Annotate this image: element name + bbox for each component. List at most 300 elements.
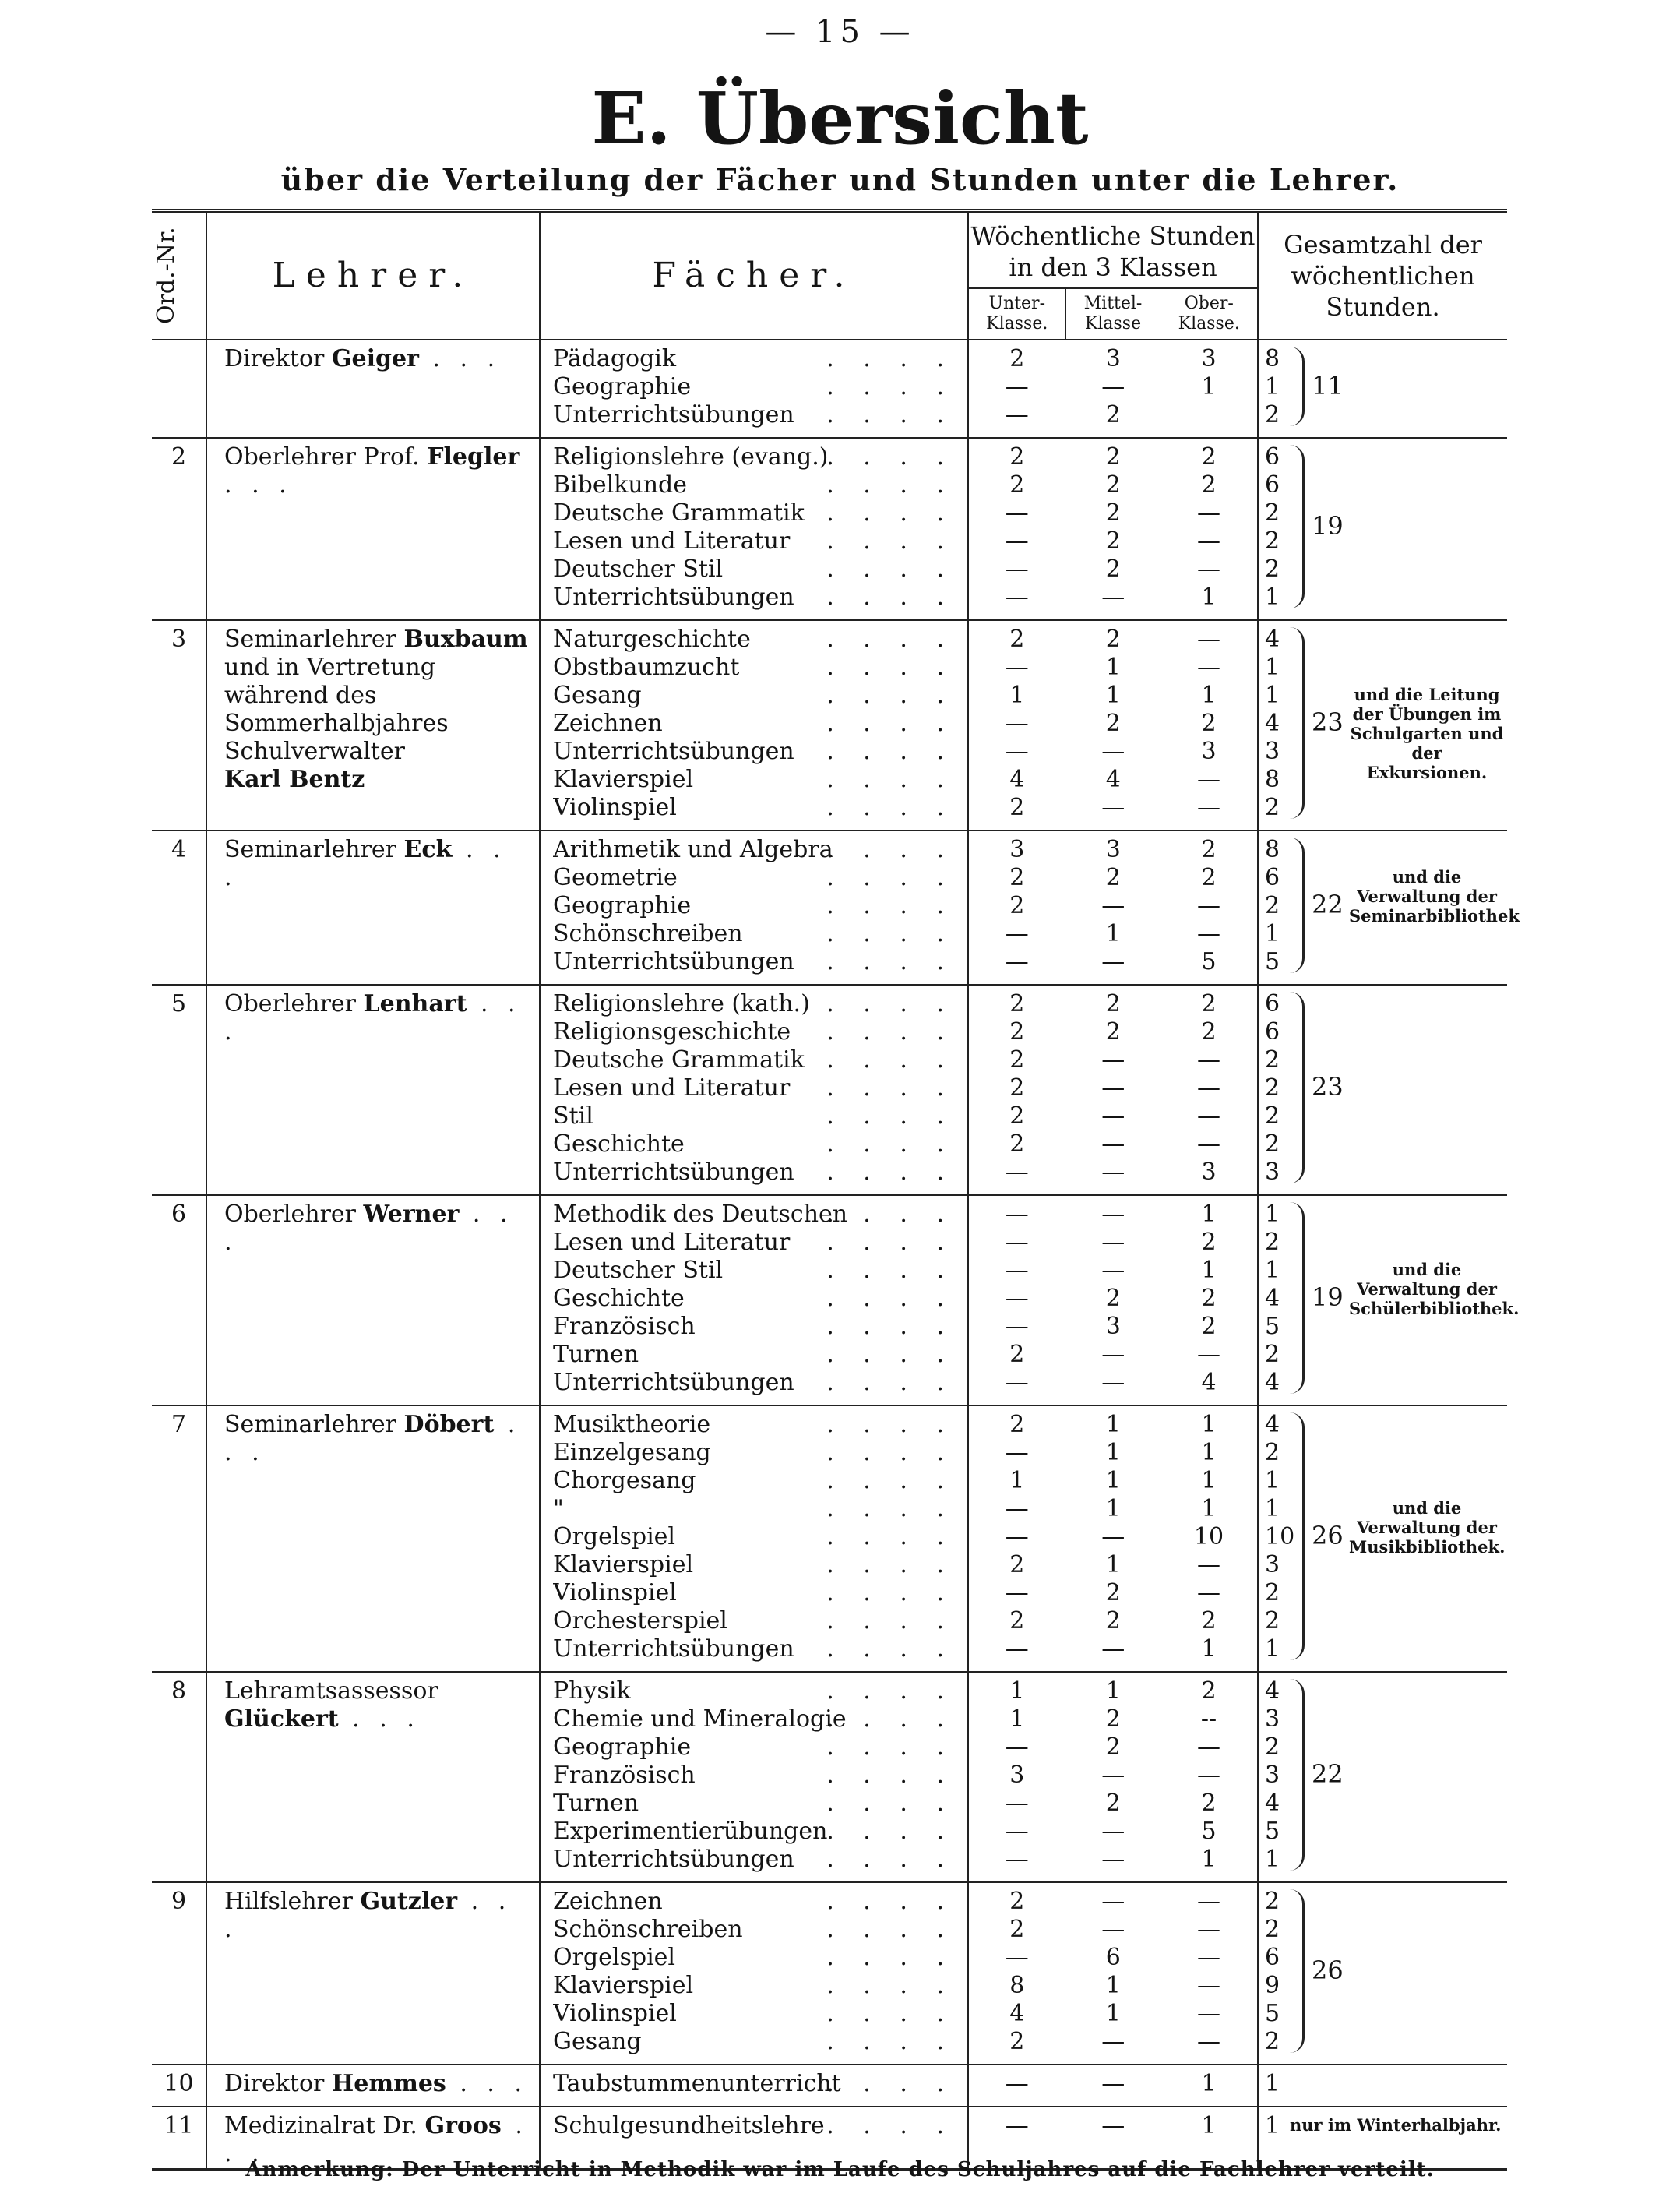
hours-value: — <box>1005 1733 1029 1761</box>
middle-class-hours <box>1065 1882 1161 2065</box>
leader-dots: . . . . <box>826 1607 955 1635</box>
subject-name: Turnen <box>553 1790 639 1817</box>
hours-value: 1 <box>1201 1467 1217 1494</box>
subject-line <box>553 471 961 499</box>
hours-value: 1 <box>1201 373 1217 400</box>
hours-value: 2 <box>1105 1733 1121 1761</box>
hours-value: 1 <box>1201 1201 1217 1228</box>
hours-value: 4 <box>1009 766 1025 793</box>
hours-value: 2 <box>1105 1705 1121 1733</box>
lower-class-hours <box>968 438 1065 620</box>
hours-value: — <box>1101 1888 1125 1915</box>
hours-value: 1 <box>1009 682 1025 709</box>
hours-value: 2 <box>1009 626 1025 653</box>
teacher-note: und in Vertretung während des Sommerhalbjahres Schulverwalter <box>224 654 449 765</box>
hours-value: 3 <box>1201 738 1217 765</box>
leader-dots: . . . . <box>826 794 955 821</box>
upper-class-hours <box>1161 340 1258 438</box>
total-value: 1 <box>1265 1257 1280 1284</box>
teacher-row <box>152 985 1507 1195</box>
sum-brace <box>1290 1202 1305 1394</box>
total-value: 4 <box>1265 1677 1280 1705</box>
hours-value: 2 <box>1105 1579 1121 1606</box>
subject-name: Gesang <box>553 2028 642 2055</box>
subject-line <box>553 738 961 766</box>
hours-value: — <box>1197 892 1220 919</box>
leader-dots: . . . . <box>826 1257 955 1284</box>
subject-name: Religionslehre (evang.) <box>553 443 829 471</box>
subject-line <box>553 1313 961 1341</box>
leader-dots: . . . . <box>826 1229 955 1256</box>
leader-dots: . . . . <box>826 1130 955 1158</box>
leader-dots: . . . . <box>826 1818 955 1845</box>
subject-line <box>553 710 961 738</box>
overview-table <box>152 209 1520 2171</box>
hours-value: 1 <box>1105 1439 1121 1466</box>
subject-name: Physik <box>553 1677 631 1705</box>
teacher-title: Medizinalrat Dr. <box>224 2112 425 2139</box>
total-value: 6 <box>1265 864 1280 891</box>
leader-dots: . . . . <box>826 1495 955 1522</box>
subject-line <box>553 626 961 654</box>
subjects-cell <box>540 1405 968 1672</box>
order-number <box>152 340 206 438</box>
hours-value: 1 <box>1009 1467 1025 1494</box>
teacher-row <box>152 2065 1507 2107</box>
hours-value: — <box>1197 1888 1220 1915</box>
subject-name: Unterrichtsübungen <box>553 1369 794 1396</box>
middle-class-hours <box>1065 985 1161 1195</box>
hours-value: 2 <box>1201 864 1217 891</box>
total-value: 8 <box>1265 766 1280 793</box>
teacher-name: Döbert <box>403 1411 495 1438</box>
hours-value: 1 <box>1105 1467 1121 1494</box>
leader-dots: . . . . <box>826 1635 955 1663</box>
hours-value: 2 <box>1201 1285 1217 1312</box>
subject-name: Chorgesang <box>553 1467 696 1494</box>
total-value: 1 <box>1265 2070 1280 2097</box>
leader-dots: . . . . <box>826 738 955 765</box>
hours-value: 5 <box>1201 948 1217 975</box>
total-hours-cell <box>1258 1405 1507 1672</box>
order-number: 3 <box>152 620 206 830</box>
hours-value: 2 <box>1009 794 1025 821</box>
hours-value: — <box>1197 1046 1220 1074</box>
total-hours-cell <box>1258 1195 1520 1405</box>
hours-value: 2 <box>1009 1046 1025 1074</box>
hours-value: 1 <box>1105 2000 1121 2027</box>
hours-value: 3 <box>1009 1761 1025 1789</box>
hours-value: 2 <box>1105 471 1121 499</box>
subject-name: Musiktheorie <box>553 1411 711 1438</box>
subject-line <box>553 584 961 612</box>
hours-value: — <box>1005 948 1029 975</box>
hours-value: 1 <box>1201 1846 1217 1873</box>
leader-dots: . . . . <box>826 555 955 583</box>
teacher-row <box>152 1195 1507 1405</box>
leader-dots: . . . . <box>826 1888 955 1915</box>
hours-value: — <box>1101 1074 1125 1102</box>
hours-value: — <box>1101 1818 1125 1845</box>
header-nr: Ord.-Nr. <box>152 211 206 340</box>
hours-value: — <box>1005 1495 1029 1522</box>
middle-class-hours <box>1065 438 1161 620</box>
total-value: 2 <box>1265 555 1280 583</box>
upper-class-hours <box>1161 985 1258 1195</box>
lower-class-hours <box>968 620 1065 830</box>
upper-class-hours <box>1161 1405 1258 1672</box>
hours-value: 1 <box>1105 1677 1121 1705</box>
subject-name: Turnen <box>553 1341 639 1368</box>
total-value: 4 <box>1265 1369 1280 1396</box>
hours-value: — <box>1101 1635 1125 1663</box>
header-middle-class: Mittel-Klasse <box>1065 288 1161 340</box>
subject-name: Naturgeschichte <box>553 626 751 653</box>
subject-name: Geographie <box>553 373 692 400</box>
total-value: 2 <box>1265 1046 1280 1074</box>
total-value: 1 <box>1265 920 1280 947</box>
upper-class-hours <box>1161 2065 1258 2107</box>
subject-name: Schönschreiben <box>553 1916 743 1943</box>
hours-value: 2 <box>1009 345 1025 372</box>
hours-value: 2 <box>1201 1790 1217 1817</box>
lower-class-hours <box>968 1405 1065 1672</box>
leader-dots: . . . . <box>826 1285 955 1312</box>
hours-value: — <box>1005 710 1029 737</box>
teacher-title: Seminarlehrer <box>224 1411 404 1438</box>
subject-name: Unterrichtsübungen <box>553 738 794 765</box>
total-hours-cell <box>1258 830 1520 985</box>
middle-class-hours <box>1065 1672 1161 1882</box>
hours-value: — <box>1197 1761 1220 1789</box>
header-total: Gesamtzahl der wöchentlichen Stunden. <box>1284 230 1482 322</box>
leader-dots: . . . . <box>826 1677 955 1705</box>
group-sum: 26 <box>1312 1955 1344 1985</box>
hours-value: 2 <box>1105 864 1121 891</box>
hours-value: — <box>1197 1102 1220 1130</box>
leader-dots: . . . . <box>826 1074 955 1102</box>
hours-value: — <box>1101 794 1125 821</box>
subject-name: Religionsgeschichte <box>553 1018 791 1046</box>
subject-name: Chemie und Mineralogie <box>553 1705 847 1733</box>
total-value: 4 <box>1265 1285 1280 1312</box>
hours-value: — <box>1101 948 1125 975</box>
leader-dots: . . . . <box>826 401 955 428</box>
sum-brace <box>1290 1889 1305 2053</box>
total-value: 1 <box>1265 373 1280 400</box>
teacher-cell <box>206 1405 540 1672</box>
hours-value: — <box>1005 1439 1029 1466</box>
hours-value: — <box>1197 1916 1220 1943</box>
total-value: 6 <box>1265 1944 1280 1971</box>
total-value: 6 <box>1265 990 1280 1017</box>
subject-name: Violinspiel <box>553 1579 677 1606</box>
leader-dots: . . . . <box>826 1579 955 1606</box>
leader-dots: . . . . <box>826 710 955 737</box>
header-weekly: Wöchentliche Stunden in den 3 Klassen <box>968 211 1258 289</box>
subject-name: Deutsche Grammatik <box>553 499 805 527</box>
total-value: 2 <box>1265 1916 1280 1943</box>
hours-value: 3 <box>1201 345 1217 372</box>
leader-dots: . . . <box>224 1201 514 1256</box>
total-value: 3 <box>1265 1761 1280 1789</box>
subject-line <box>553 1705 961 1733</box>
hours-value: 1 <box>1105 682 1121 709</box>
total-value: 3 <box>1265 1705 1280 1733</box>
hours-value: 2 <box>1009 1607 1025 1635</box>
subject-name: Deutscher Stil <box>553 1257 724 1284</box>
order-number: 9 <box>152 1882 206 2065</box>
upper-class-hours <box>1161 1195 1258 1405</box>
teacher-name: Gutzler <box>360 1888 458 1915</box>
subject-name: Taubstummenunterricht <box>553 2070 841 2097</box>
subjects-cell <box>540 1882 968 2065</box>
subject-line <box>553 1074 961 1102</box>
subject-name: Orgelspiel <box>553 1944 676 1971</box>
subject-line <box>553 2070 961 2098</box>
hours-value: 2 <box>1201 471 1217 499</box>
total-value: 5 <box>1265 948 1280 975</box>
subject-name: Orgelspiel <box>553 1523 676 1550</box>
teacher-title: Seminarlehrer <box>224 836 404 863</box>
total-value: 1 <box>1265 1495 1280 1522</box>
hours-value: 2 <box>1009 1551 1025 1578</box>
group-remark: und die Leitung der Übungen im Schulgarten und der Exkursionen. <box>1350 685 1504 782</box>
subject-name: Experimentierübungen <box>553 1818 828 1845</box>
total-hours-cell <box>1258 1882 1507 2065</box>
hours-value: — <box>1101 1046 1125 1074</box>
leader-dots: . . . . <box>826 1846 955 1873</box>
hours-value: 2 <box>1201 1677 1217 1705</box>
subject-name: Geometrie <box>553 864 678 891</box>
leader-dots: . . . . <box>826 1201 955 1228</box>
subject-name: Violinspiel <box>553 794 677 821</box>
leader-dots: . . . . <box>826 1102 955 1130</box>
lower-class-hours <box>968 985 1065 1195</box>
subject-name: Unterrichtsübungen <box>553 1846 794 1873</box>
teacher-name: Geiger <box>331 345 419 372</box>
teacher-cell <box>206 1882 540 2065</box>
subject-line <box>553 555 961 584</box>
hours-value <box>1161 401 1257 429</box>
hours-value: 1 <box>1105 920 1121 947</box>
page-title: E. Übersicht <box>591 76 1089 160</box>
subject-line <box>553 1607 961 1635</box>
teacher-cell <box>206 620 540 830</box>
leader-dots: . . . <box>446 2070 529 2097</box>
leader-dots: . . . . <box>826 626 955 653</box>
total-hours-cell <box>1258 620 1507 830</box>
leader-dots: . . . <box>224 990 522 1046</box>
hours-value: — <box>1101 1201 1125 1228</box>
subject-name: Zeichnen <box>553 710 663 737</box>
order-number: 10 <box>152 2065 206 2107</box>
subject-line <box>553 1257 961 1285</box>
subjects-cell <box>540 830 968 985</box>
teacher-title: Hilfslehrer <box>224 1888 361 1915</box>
subject-name: Orchesterspiel <box>553 1607 727 1635</box>
subject-name: Französisch <box>553 1313 696 1340</box>
subject-name: Bibelkunde <box>553 471 687 499</box>
middle-class-hours <box>1065 1405 1161 1672</box>
middle-class-hours <box>1065 830 1161 985</box>
teacher-cell <box>206 2065 540 2107</box>
subject-line <box>553 1130 961 1158</box>
total-value: 3 <box>1265 1551 1280 1578</box>
hours-value: — <box>1197 654 1220 681</box>
total-value: 2 <box>1265 1229 1280 1256</box>
lower-class-hours <box>968 2065 1065 2107</box>
subject-line <box>553 1944 961 1972</box>
hours-value: — <box>1005 654 1029 681</box>
hours-value: — <box>1101 1846 1125 1873</box>
leader-dots: . . . . <box>826 471 955 499</box>
leader-dots: . . . . <box>826 2000 955 2027</box>
leader-dots: . . . . <box>826 1467 955 1494</box>
page-number: — 15 — <box>765 14 915 50</box>
hours-value: — <box>1101 2112 1125 2139</box>
total-value: 2 <box>1265 1439 1280 1466</box>
subject-line <box>553 1411 961 1439</box>
teacher-name-2: Karl Bentz <box>224 766 365 793</box>
hours-value: — <box>1005 1201 1029 1228</box>
total-value: 1 <box>1265 1846 1280 1873</box>
hours-value: 2 <box>1105 555 1121 583</box>
total-value: 1 <box>1265 584 1280 611</box>
sum-brace <box>1290 1412 1305 1660</box>
subject-line <box>553 1551 961 1579</box>
teacher-cell <box>206 1195 540 1405</box>
order-number: 5 <box>152 985 206 1195</box>
hours-value: — <box>1101 1341 1125 1368</box>
leader-dots: . . . . <box>826 499 955 527</box>
hours-value: — <box>1101 1130 1125 1158</box>
total-value: 10 <box>1265 1523 1295 1550</box>
subject-name: Geographie <box>553 1733 692 1761</box>
sum-brace <box>1290 627 1305 819</box>
teacher-name: Flegler <box>427 443 520 471</box>
hours-value: — <box>1005 373 1029 400</box>
teacher-row <box>152 1882 1507 2065</box>
teacher-name: Hemmes <box>331 2070 446 2097</box>
hours-value: 1 <box>1201 2112 1217 2139</box>
upper-class-hours <box>1161 1882 1258 2065</box>
teacher-row <box>152 620 1507 830</box>
subject-line <box>553 1158 961 1187</box>
teacher-name: Werner <box>363 1201 460 1228</box>
hours-value: 2 <box>1201 836 1217 863</box>
hours-value: 1 <box>1201 1411 1217 1438</box>
subject-line <box>553 682 961 710</box>
leader-dots: . . . . <box>826 527 955 555</box>
leader-dots: . . . . <box>826 1411 955 1438</box>
total-value: 8 <box>1265 345 1280 372</box>
lower-class-hours <box>968 1195 1065 1405</box>
hours-value: — <box>1005 920 1029 947</box>
subjects-cell <box>540 438 968 620</box>
middle-class-hours <box>1065 340 1161 438</box>
leader-dots: . . . . <box>826 1551 955 1578</box>
total-value: 2 <box>1265 1607 1280 1635</box>
leader-dots: . . . . <box>826 864 955 891</box>
subject-line <box>553 1635 961 1663</box>
hours-value: — <box>1197 626 1220 653</box>
header-teacher: Lehrer. <box>206 211 540 340</box>
leader-dots: . . . . <box>826 836 955 863</box>
teacher-name: Lenhart <box>363 990 467 1017</box>
leader-dots: . . . <box>224 836 507 891</box>
hours-value: 3 <box>1105 836 1121 863</box>
subject-line <box>553 2028 961 2056</box>
subject-name: Lesen und Literatur <box>553 527 791 555</box>
hours-value: — <box>1005 1257 1029 1284</box>
hours-value: 2 <box>1105 990 1121 1017</box>
hours-value: 4 <box>1105 766 1121 793</box>
teacher-cell <box>206 985 540 1195</box>
subject-name: Unterrichtsübungen <box>553 948 794 975</box>
total-value: 6 <box>1265 1018 1280 1046</box>
hours-value: 1 <box>1105 1495 1121 1522</box>
hours-value: — <box>1197 1579 1220 1606</box>
hours-value: — <box>1101 373 1125 400</box>
hours-value: 2 <box>1009 2028 1025 2055</box>
subject-name: Unterrichtsübungen <box>553 584 794 611</box>
header-subjects: Fächer. <box>540 211 968 340</box>
subject-name: Klavierspiel <box>553 1551 694 1578</box>
subject-name: Schulgesundheitslehre <box>553 2112 825 2139</box>
subject-name: Obstbaumzucht <box>553 654 740 681</box>
hours-value: 2 <box>1105 443 1121 471</box>
hours-value: — <box>1197 920 1220 947</box>
hours-value: — <box>1101 1102 1125 1130</box>
subject-name: " <box>553 1495 564 1522</box>
subject-name: Methodik des Deutschen <box>553 1201 848 1228</box>
upper-class-hours <box>1161 830 1258 985</box>
hours-value: 2 <box>1009 1074 1025 1102</box>
hours-value: 2 <box>1009 1341 1025 1368</box>
hours-value: 2 <box>1009 1130 1025 1158</box>
hours-value: — <box>1197 1733 1220 1761</box>
hours-value: 2 <box>1009 1411 1025 1438</box>
hours-value: — <box>1197 794 1220 821</box>
hours-value: — <box>1101 738 1125 765</box>
subject-name: Lesen und Literatur <box>553 1074 791 1102</box>
teacher-title: Oberlehrer <box>224 1201 364 1228</box>
total-hours-cell <box>1258 438 1507 620</box>
total-hours-cell <box>1258 1672 1507 1882</box>
subject-line <box>553 1677 961 1705</box>
subject-line <box>553 345 961 373</box>
total-value: 2 <box>1265 1130 1280 1158</box>
hours-value: 2 <box>1201 990 1217 1017</box>
leader-dots: . . . . <box>826 1944 955 1971</box>
hours-value: — <box>1005 1369 1029 1396</box>
order-number: 7 <box>152 1405 206 1672</box>
hours-value: — <box>1101 2070 1125 2097</box>
subject-name: Gesang <box>553 682 642 709</box>
hours-value: 1 <box>1105 1411 1121 1438</box>
total-value: 3 <box>1265 1158 1280 1186</box>
teacher-name: Glückert <box>224 1705 339 1733</box>
teacher-name: Groos <box>424 2112 502 2139</box>
teacher-title: Seminarlehrer <box>224 626 404 653</box>
total-value: 5 <box>1265 1818 1280 1845</box>
leader-dots: . . . . <box>826 1761 955 1789</box>
teacher-row <box>152 1672 1507 1882</box>
hours-value: — <box>1197 499 1220 527</box>
teacher-row <box>152 340 1507 438</box>
subject-line <box>553 443 961 471</box>
